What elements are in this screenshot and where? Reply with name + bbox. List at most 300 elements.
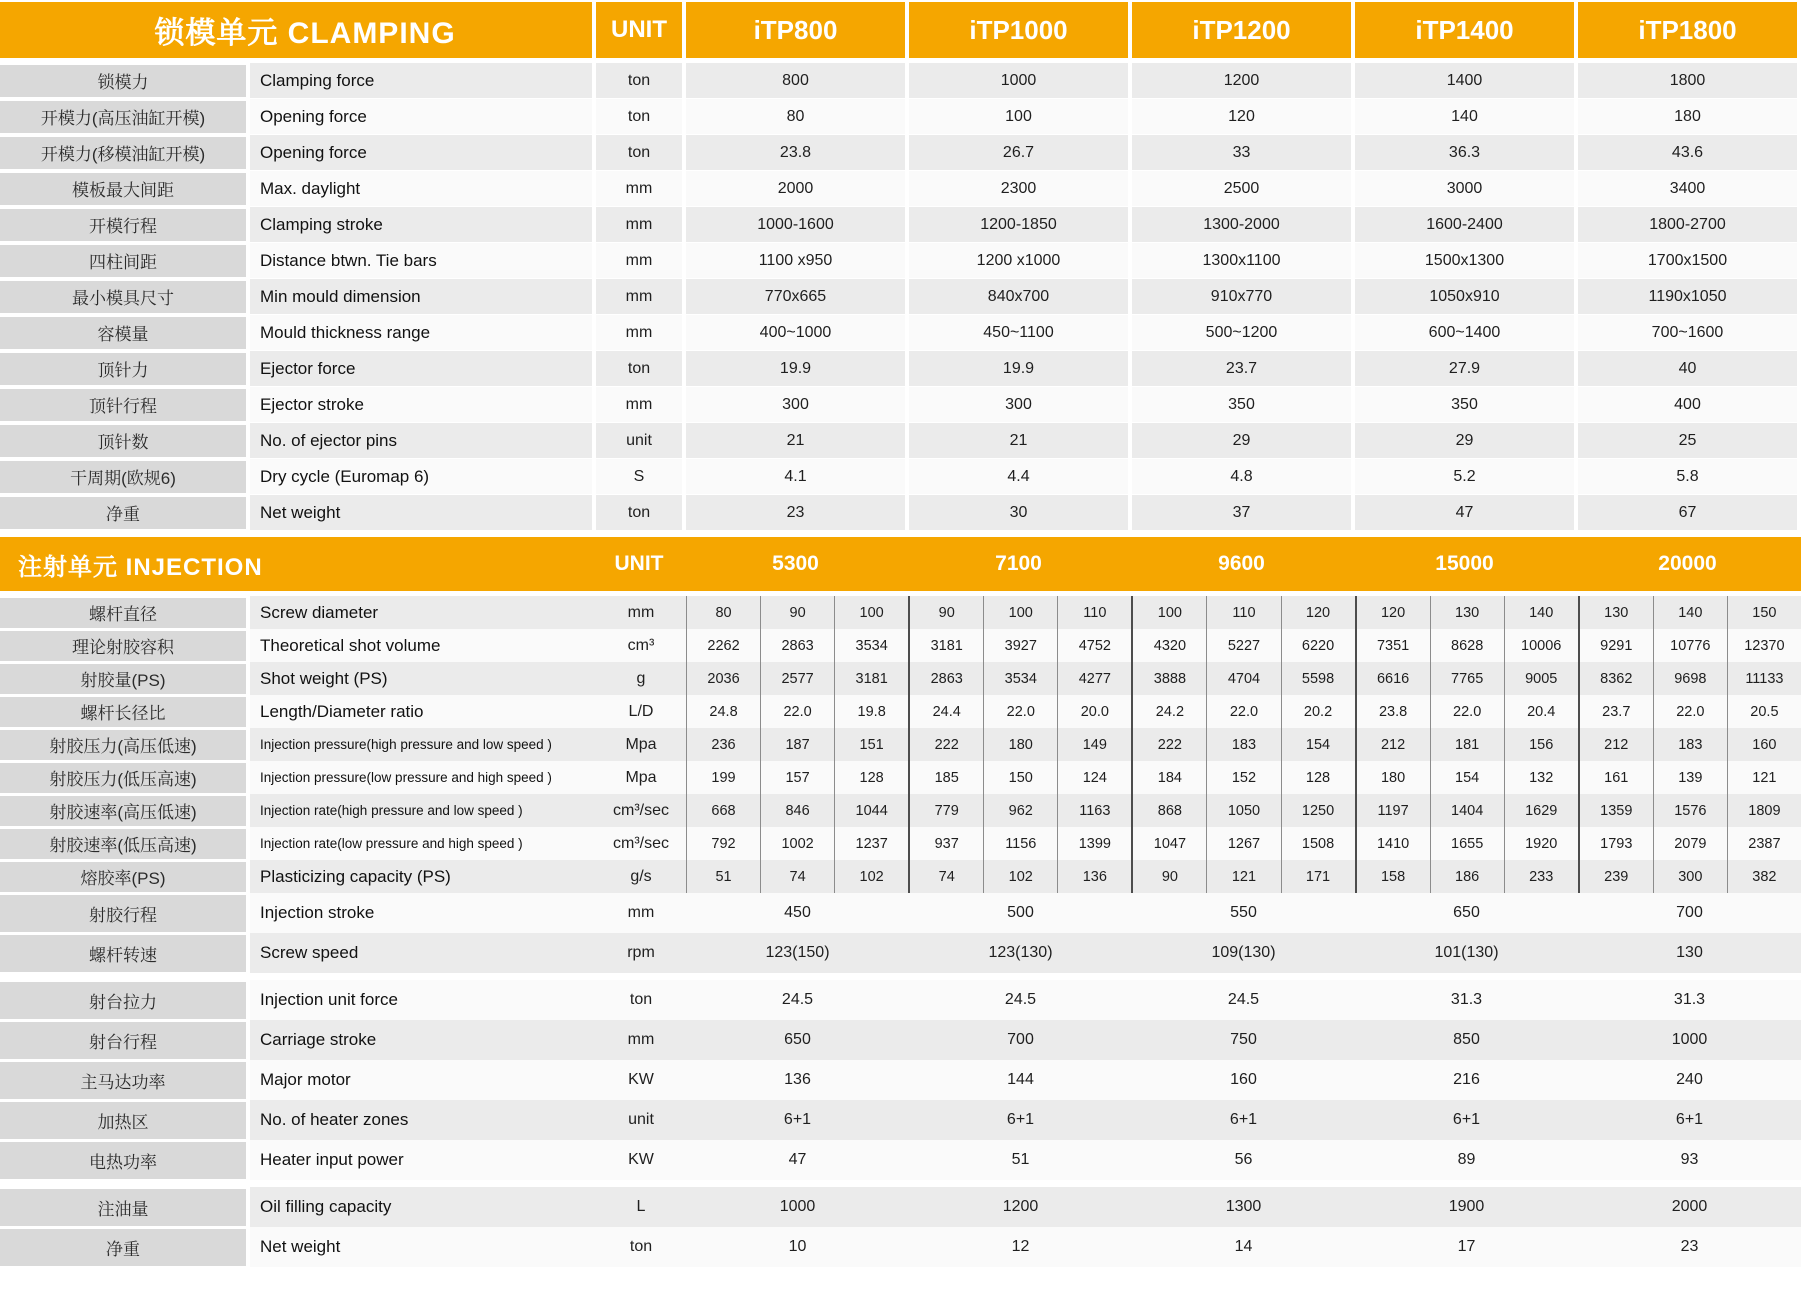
sub-value-cell: 9291	[1578, 629, 1653, 662]
value-group	[686, 629, 1801, 662]
sub-value-cell: 222	[908, 728, 983, 761]
row-label-cn: 射台拉力	[0, 982, 246, 1019]
value-cell: 25	[1578, 423, 1797, 458]
sub-value-cell: 1163	[1057, 794, 1131, 827]
value-cell: 4.4	[909, 459, 1128, 494]
injection-single-rows	[0, 893, 1801, 1267]
value-group	[686, 662, 1801, 695]
unit-cell: unit	[596, 423, 682, 458]
value-cell: 29	[1132, 423, 1351, 458]
value-group	[686, 893, 1801, 933]
value-cell: 1190x1050	[1578, 279, 1797, 314]
sub-value-cell: 3888	[1131, 662, 1206, 695]
table-row	[0, 980, 1801, 1020]
row-band	[250, 860, 1801, 893]
value-cell: 140	[1355, 99, 1574, 134]
unit-cell: KW	[628, 1071, 654, 1088]
sub-value-cell: 180	[983, 728, 1057, 761]
row-label-en: Carriage stroke	[260, 1030, 377, 1049]
value-cell: 31.3	[1673, 991, 1706, 1008]
value-cell: 450~1100	[909, 315, 1128, 350]
value-cell: 29	[1355, 423, 1574, 458]
unit-cell: L/D	[628, 702, 654, 720]
value-cell: 6+1	[783, 1111, 812, 1128]
table-row	[0, 135, 1801, 170]
sub-value-cell: 90	[908, 596, 983, 629]
sub-value-cell: 150	[1727, 596, 1801, 629]
sub-value-cell: 149	[1057, 728, 1131, 761]
value-group	[686, 794, 1801, 827]
row-label-en: Injection rate(low pressure and high speed )	[260, 836, 523, 851]
row-label-cn: 射台行程	[0, 1022, 246, 1059]
capacity-header: 15000	[1435, 552, 1494, 575]
row-label-en: No. of heater zones	[260, 1110, 409, 1129]
value-cell: 47	[788, 1151, 807, 1168]
row-band	[250, 980, 1801, 1020]
row-label-cn: 螺杆长径比	[0, 697, 246, 727]
sub-value-cell: 154	[1430, 761, 1504, 794]
row-band	[250, 933, 1801, 973]
capacity-header: 9600	[1218, 552, 1265, 575]
unit-cell: mm	[627, 1031, 655, 1048]
unit-cell: ton	[596, 63, 682, 98]
value-cell: 47	[1355, 495, 1574, 530]
row-label-en: Injection rate(high pressure and low speed )	[260, 803, 523, 818]
sub-value-cell: 51	[686, 860, 760, 893]
value-cell: 300	[909, 387, 1128, 422]
sub-value-cell: 185	[908, 761, 983, 794]
value-cell: 93	[1680, 1151, 1699, 1168]
table-row	[0, 423, 1801, 458]
sub-value-cell: 22.0	[983, 695, 1057, 728]
table-row	[0, 1140, 1801, 1180]
value-cell: 840x700	[909, 279, 1128, 314]
sub-value-cell: 1044	[834, 794, 908, 827]
unit-cell: ton	[596, 351, 682, 386]
sub-value-cell: 5598	[1281, 662, 1355, 695]
unit-cell: mm	[596, 315, 682, 350]
unit-cell: Mpa	[625, 735, 657, 753]
value-group	[686, 1187, 1801, 1227]
sub-value-cell: 23.8	[1355, 695, 1430, 728]
unit-cell: cm³	[627, 636, 655, 654]
row-band	[250, 761, 1801, 794]
value-cell: 23	[1680, 1238, 1699, 1255]
table-row	[0, 351, 1801, 386]
sub-value-cell: 124	[1057, 761, 1131, 794]
row-label-en: Ejector stroke	[250, 387, 592, 422]
value-cell: 1600-2400	[1355, 207, 1574, 242]
sub-value-cell: 236	[686, 728, 760, 761]
value-cell: 1200-1850	[909, 207, 1128, 242]
value-cell: 1000	[1671, 1031, 1708, 1048]
row-label-cn: 模板最大间距	[0, 173, 246, 205]
sub-value-cell: 23.7	[1578, 695, 1653, 728]
sub-value-cell: 2387	[1727, 827, 1801, 860]
unit-cell: mm	[596, 387, 682, 422]
sub-value-cell: 120	[1355, 596, 1430, 629]
table-row	[0, 794, 1801, 827]
unit-cell: g/s	[630, 867, 652, 885]
value-cell: 1300x1100	[1132, 243, 1351, 278]
value-cell: 43.6	[1578, 135, 1797, 170]
sub-value-cell: 8628	[1430, 629, 1504, 662]
value-cell: 2500	[1132, 171, 1351, 206]
value-cell: 36.3	[1355, 135, 1574, 170]
value-cell: 30	[909, 495, 1128, 530]
injection-unit-header: UNIT	[614, 552, 664, 575]
value-cell: 40	[1578, 351, 1797, 386]
row-label-en: Major motor	[260, 1070, 351, 1089]
value-cell: 1700x1500	[1578, 243, 1797, 278]
sub-value-cell: 110	[1206, 596, 1280, 629]
sub-value-cell: 962	[983, 794, 1057, 827]
value-cell: 910x770	[1132, 279, 1351, 314]
value-group	[686, 761, 1801, 794]
row-label-en: Min mould dimension	[250, 279, 592, 314]
sub-value-cell: 7351	[1355, 629, 1430, 662]
value-cell: 216	[1453, 1071, 1480, 1088]
value-cell: 3400	[1578, 171, 1797, 206]
sub-value-cell: 180	[1355, 761, 1430, 794]
unit-cell: S	[596, 459, 682, 494]
table-row	[0, 827, 1801, 860]
sub-value-cell: 4277	[1057, 662, 1131, 695]
row-label-cn: 容模量	[0, 317, 246, 349]
value-cell: 350	[1355, 387, 1574, 422]
row-label-cn: 射胶行程	[0, 895, 246, 932]
row-label-cn: 顶针数	[0, 425, 246, 457]
sub-value-cell: 74	[908, 860, 983, 893]
value-cell: 67	[1578, 495, 1797, 530]
value-cell: 4.8	[1132, 459, 1351, 494]
sub-value-cell: 199	[686, 761, 760, 794]
value-cell: 1000	[909, 63, 1128, 98]
value-cell: 12	[1011, 1238, 1030, 1255]
sub-value-cell: 120	[1281, 596, 1355, 629]
sub-value-cell: 2036	[686, 662, 760, 695]
row-label-cn: 加热区	[0, 1102, 246, 1139]
value-cell: 5.2	[1355, 459, 1574, 494]
table-row	[0, 459, 1801, 494]
sub-value-cell: 846	[760, 794, 834, 827]
sub-value-cell: 1197	[1355, 794, 1430, 827]
row-band	[250, 1140, 1801, 1180]
value-group	[686, 728, 1801, 761]
row-label-cn: 射胶速率(高压低速)	[0, 796, 246, 826]
unit-cell: cm³/sec	[613, 801, 669, 819]
row-band	[250, 827, 1801, 860]
value-cell: 1200	[1002, 1198, 1039, 1215]
sub-value-cell: 779	[908, 794, 983, 827]
row-label-cn: 四柱间距	[0, 245, 246, 277]
sub-value-cell: 1655	[1430, 827, 1504, 860]
value-group	[686, 1020, 1801, 1060]
sub-value-cell: 668	[686, 794, 760, 827]
sub-value-cell: 121	[1206, 860, 1280, 893]
sub-value-cell: 2863	[908, 662, 983, 695]
row-label-cn: 锁模力	[0, 65, 246, 97]
sub-value-cell: 90	[1131, 860, 1206, 893]
unit-cell: L	[636, 1198, 646, 1215]
unit-cell: mm	[596, 171, 682, 206]
sub-value-cell: 212	[1578, 728, 1653, 761]
value-cell: 1000-1600	[686, 207, 905, 242]
value-cell: 500~1200	[1132, 315, 1351, 350]
clamping-rows	[0, 63, 1801, 530]
value-cell: 23.8	[686, 135, 905, 170]
sub-value-cell: 186	[1430, 860, 1504, 893]
row-label-cn: 开模力(高压油缸开模)	[0, 101, 246, 133]
value-cell: 450	[784, 904, 811, 921]
sub-value-cell: 1050	[1206, 794, 1280, 827]
sub-value-cell: 937	[908, 827, 983, 860]
row-band	[250, 695, 1801, 728]
machine-header: iTP1400	[1355, 2, 1574, 58]
value-cell: 21	[686, 423, 905, 458]
value-cell: 700~1600	[1578, 315, 1797, 350]
row-label-cn: 净重	[0, 1229, 246, 1266]
row-label-en: Ejector force	[250, 351, 592, 386]
value-group	[686, 860, 1801, 893]
sub-value-cell: 1793	[1578, 827, 1653, 860]
unit-cell: mm	[596, 207, 682, 242]
sub-value-cell: 136	[1057, 860, 1131, 893]
table-row	[0, 387, 1801, 422]
sub-value-cell: 100	[983, 596, 1057, 629]
table-row	[0, 1187, 1801, 1227]
table-row	[0, 279, 1801, 314]
row-label-cn: 射胶压力(高压低速)	[0, 730, 246, 760]
capacity-header: 5300	[772, 552, 819, 575]
value-cell: 1050x910	[1355, 279, 1574, 314]
table-row	[0, 596, 1801, 629]
sub-value-cell: 19.8	[834, 695, 908, 728]
machine-header: iTP1200	[1132, 2, 1351, 58]
unit-cell: mm	[596, 279, 682, 314]
sub-value-cell: 792	[686, 827, 760, 860]
row-label-en: Max. daylight	[250, 171, 592, 206]
unit-cell: mm	[596, 243, 682, 278]
sub-value-cell: 3534	[983, 662, 1057, 695]
machine-header: iTP1800	[1578, 2, 1797, 58]
unit-cell: ton	[629, 991, 653, 1008]
sub-value-cell: 161	[1578, 761, 1653, 794]
value-cell: 31.3	[1450, 991, 1483, 1008]
row-label-en: Clamping stroke	[250, 207, 592, 242]
table-row	[0, 243, 1801, 278]
row-label-cn: 射胶量(PS)	[0, 664, 246, 694]
sub-value-cell: 102	[983, 860, 1057, 893]
value-cell: 14	[1234, 1238, 1253, 1255]
value-cell: 120	[1132, 99, 1351, 134]
row-label-cn: 注油量	[0, 1189, 246, 1226]
sub-value-cell: 171	[1281, 860, 1355, 893]
sub-value-cell: 154	[1281, 728, 1355, 761]
sub-value-cell: 24.8	[686, 695, 760, 728]
sub-value-cell: 183	[1653, 728, 1727, 761]
sub-value-cell: 6220	[1281, 629, 1355, 662]
row-band	[250, 1100, 1801, 1140]
row-band	[250, 662, 1801, 695]
value-cell: 37	[1132, 495, 1351, 530]
value-cell: 1300	[1225, 1198, 1262, 1215]
table-row	[0, 1020, 1801, 1060]
sub-value-cell: 100	[1131, 596, 1206, 629]
sub-value-cell: 74	[760, 860, 834, 893]
row-label-en: Net weight	[260, 1237, 341, 1256]
sub-value-cell: 4704	[1206, 662, 1280, 695]
sub-value-cell: 3927	[983, 629, 1057, 662]
sub-value-cell: 90	[760, 596, 834, 629]
row-label-en: Screw diameter	[260, 602, 379, 622]
sub-value-cell: 9698	[1653, 662, 1727, 695]
sub-value-cell: 1267	[1206, 827, 1280, 860]
machine-header: iTP1000	[909, 2, 1128, 58]
row-label-cn: 螺杆转速	[0, 935, 246, 972]
row-label-en: Distance btwn. Tie bars	[250, 243, 592, 278]
sub-value-cell: 151	[834, 728, 908, 761]
sub-value-cell: 4320	[1131, 629, 1206, 662]
value-cell: 500	[1007, 904, 1034, 921]
unit-cell: Mpa	[625, 768, 657, 786]
value-cell: 56	[1234, 1151, 1253, 1168]
value-cell: 550	[1230, 904, 1257, 921]
row-label-cn: 开模力(移模油缸开模)	[0, 137, 246, 169]
sub-value-cell: 128	[1281, 761, 1355, 794]
row-band	[250, 893, 1801, 933]
value-cell: 6+1	[1229, 1111, 1258, 1128]
row-label-cn: 理论射胶容积	[0, 631, 246, 661]
row-label-en: Injection pressure(high pressure and low speed )	[260, 737, 552, 752]
sub-value-cell: 110	[1057, 596, 1131, 629]
injection-header-row	[0, 537, 1801, 591]
value-cell: 770x665	[686, 279, 905, 314]
row-label-cn: 熔胶率(PS)	[0, 862, 246, 892]
unit-cell: ton	[629, 1238, 653, 1255]
table-row	[0, 1060, 1801, 1100]
sub-value-cell: 22.0	[1206, 695, 1280, 728]
sub-value-cell: 382	[1727, 860, 1801, 893]
sub-value-cell: 2079	[1653, 827, 1727, 860]
value-cell: 101(130)	[1434, 944, 1499, 961]
unit-cell: mm	[627, 904, 655, 921]
value-cell: 19.9	[686, 351, 905, 386]
value-cell: 350	[1132, 387, 1351, 422]
sub-value-cell: 20.4	[1504, 695, 1578, 728]
value-cell: 123(130)	[988, 944, 1053, 961]
value-cell: 33	[1132, 135, 1351, 170]
value-cell: 850	[1453, 1031, 1480, 1048]
value-cell: 24.5	[781, 991, 814, 1008]
row-label-en: Oil filling capacity	[260, 1197, 392, 1216]
table-row	[0, 761, 1801, 794]
row-label-cn: 主马达功率	[0, 1062, 246, 1099]
table-row	[0, 695, 1801, 728]
sub-value-cell: 3534	[834, 629, 908, 662]
sub-value-cell: 4752	[1057, 629, 1131, 662]
value-cell: 1500x1300	[1355, 243, 1574, 278]
sub-value-cell: 1809	[1727, 794, 1801, 827]
sub-value-cell: 140	[1504, 596, 1578, 629]
value-cell: 100	[909, 99, 1128, 134]
sub-value-cell: 9005	[1504, 662, 1578, 695]
value-cell: 300	[686, 387, 905, 422]
sub-value-cell: 24.4	[908, 695, 983, 728]
value-cell: 800	[686, 63, 905, 98]
table-row	[0, 662, 1801, 695]
sub-value-cell: 157	[760, 761, 834, 794]
table-row	[0, 1227, 1801, 1267]
sub-value-cell: 132	[1504, 761, 1578, 794]
sub-value-cell: 183	[1206, 728, 1280, 761]
value-cell: 24.5	[1004, 991, 1037, 1008]
value-cell: 1200	[1132, 63, 1351, 98]
injection-multi-rows	[0, 596, 1801, 893]
value-cell: 180	[1578, 99, 1797, 134]
sub-value-cell: 1156	[983, 827, 1057, 860]
sub-value-cell: 11133	[1727, 662, 1801, 695]
table-row	[0, 315, 1801, 350]
sub-value-cell: 152	[1206, 761, 1280, 794]
value-cell: 1900	[1448, 1198, 1485, 1215]
sub-value-cell: 1359	[1578, 794, 1653, 827]
table-row	[0, 99, 1801, 134]
clamping-header-row	[0, 2, 1801, 58]
row-label-en: Plasticizing capacity (PS)	[260, 866, 451, 886]
value-cell: 5.8	[1578, 459, 1797, 494]
table-row	[0, 1100, 1801, 1140]
capacity-header: 20000	[1658, 552, 1717, 575]
sub-value-cell: 6616	[1355, 662, 1430, 695]
sub-value-cell: 1920	[1504, 827, 1578, 860]
sub-value-cell: 128	[834, 761, 908, 794]
value-cell: 2000	[686, 171, 905, 206]
table-row	[0, 207, 1801, 242]
unit-cell: ton	[596, 135, 682, 170]
sub-value-cell: 130	[1578, 596, 1653, 629]
unit-cell: KW	[628, 1151, 654, 1168]
table-row	[0, 495, 1801, 530]
row-label-en: Injection stroke	[260, 903, 375, 922]
row-band	[250, 1020, 1801, 1060]
value-cell: 26.7	[909, 135, 1128, 170]
value-cell: 6+1	[1675, 1111, 1704, 1128]
row-band	[250, 629, 1801, 662]
value-cell: 4.1	[686, 459, 905, 494]
clamping-section-title: 锁模单元 CLAMPING	[0, 2, 592, 58]
value-group	[686, 827, 1801, 860]
value-cell: 23.7	[1132, 351, 1351, 386]
table-row	[0, 63, 1801, 98]
row-label-cn: 螺杆直径	[0, 598, 246, 628]
row-label-cn: 开模行程	[0, 209, 246, 241]
value-cell: 650	[1453, 904, 1480, 921]
sub-value-cell: 181	[1430, 728, 1504, 761]
sub-value-cell: 1410	[1355, 827, 1430, 860]
sub-value-cell: 868	[1131, 794, 1206, 827]
sub-value-cell: 300	[1653, 860, 1727, 893]
row-label-en: Opening force	[250, 99, 592, 134]
sub-value-cell: 139	[1653, 761, 1727, 794]
sub-value-cell: 100	[834, 596, 908, 629]
row-label-cn: 顶针力	[0, 353, 246, 385]
row-label-cn: 射胶速率(低压高速)	[0, 829, 246, 859]
sub-value-cell: 1237	[834, 827, 908, 860]
sub-value-cell: 1399	[1057, 827, 1131, 860]
sub-value-cell: 22.0	[1653, 695, 1727, 728]
value-cell: 19.9	[909, 351, 1128, 386]
